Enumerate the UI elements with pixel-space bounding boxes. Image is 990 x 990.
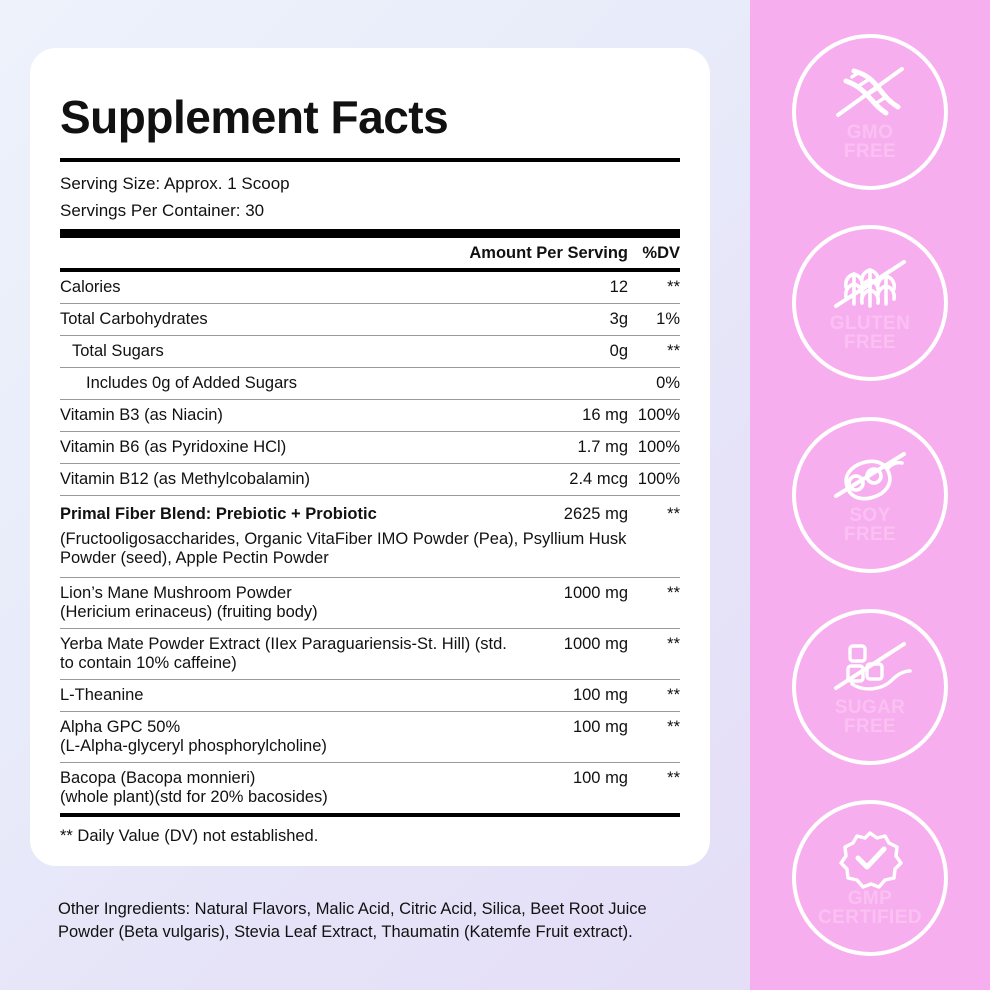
blend-amount: 2625 mg xyxy=(563,505,628,523)
ingredient-dv: ** xyxy=(628,578,680,629)
nutrition-table xyxy=(60,238,680,268)
ingredient-dv: ** xyxy=(628,712,680,763)
nutrient-dv: 100% xyxy=(628,432,680,464)
table-row xyxy=(60,304,680,336)
blend-detail: (Fructooligosaccharides, Organic VitaFiber IMO Powder (Pea), Psyllium Husk Powder (seed), Apple Pectin Powder xyxy=(60,530,680,578)
nutrient-dv: ** xyxy=(628,336,680,368)
blend-dv: ** xyxy=(667,505,680,523)
daily-value-note: ** Daily Value (DV) not established. xyxy=(60,827,319,845)
checkmark-seal-icon xyxy=(822,827,918,889)
dna-icon xyxy=(822,61,918,123)
serving-info xyxy=(60,162,680,229)
header-amount-per-serving: Amount Per Serving xyxy=(469,244,628,262)
serving-size: Serving Size: Approx. 1 Scoop xyxy=(60,174,290,193)
ingredient-amount: 1000 mg xyxy=(516,629,628,680)
ingredient-name xyxy=(60,712,516,763)
ingredient-amount: 100 mg xyxy=(516,680,628,712)
ingredient-name xyxy=(60,763,516,814)
nutrient-dv: 1% xyxy=(628,304,680,336)
table-header-row xyxy=(60,238,680,268)
badge-label xyxy=(844,123,896,161)
nutrient-amount xyxy=(516,368,628,400)
page-title: Supplement Facts xyxy=(60,91,449,143)
nutrient-amount: 1.7 mg xyxy=(516,432,628,464)
badge-label xyxy=(818,889,922,927)
badge-label-line2: FREE xyxy=(843,715,897,737)
badge-label-line1: SOY xyxy=(849,504,891,526)
table-row xyxy=(60,368,680,400)
sugar-cubes-spoon-icon xyxy=(822,636,918,698)
nutrient-amount: 12 xyxy=(516,272,628,304)
ingredient-amount: 100 mg xyxy=(572,769,628,787)
table-row xyxy=(60,680,680,712)
table-row xyxy=(60,763,680,814)
badge-gmp-certified xyxy=(792,800,948,956)
servings-per-container: Servings Per Container: 30 xyxy=(60,201,265,220)
badge-gmo-free xyxy=(792,34,948,190)
badge-sugar-free xyxy=(792,609,948,765)
nutrient-name: Vitamin B6 (as Pyridoxine HCl) xyxy=(60,432,516,464)
table-row xyxy=(60,432,680,464)
ingredient-title: Bacopa (Bacopa monnieri) xyxy=(60,769,256,787)
ingredient-amount: 100 mg xyxy=(516,712,628,763)
other-ingredients-text: Other Ingredients: Natural Flavors, Malic Acid, Citric Acid, Silica, Beet Root Juice Powder (Beta vulgaris), Stevia Leaf Extract, Thaumatin (Katemfe Fruit extract). xyxy=(58,900,647,941)
ingredient-dv: ** xyxy=(628,680,680,712)
nutrient-name: Total Carbohydrates xyxy=(60,304,516,336)
badge-soy-free xyxy=(792,417,948,573)
certification-badge-rail xyxy=(750,0,990,990)
nutrient-name: Total Sugars xyxy=(60,336,516,368)
badge-label-line1: GMO xyxy=(846,121,894,143)
ingredient-detail: (whole plant)(std for 20% bacosides) xyxy=(60,788,328,806)
nutrient-dv: 100% xyxy=(628,400,680,432)
table-row xyxy=(60,629,680,680)
nutrient-amount: 16 mg xyxy=(516,400,628,432)
table-row-blend-detail xyxy=(60,530,680,578)
blend-name: Primal Fiber Blend: Prebiotic + Probiotic xyxy=(60,505,377,523)
ingredient-amount: 1000 mg xyxy=(516,578,628,629)
ingredient-detail: (L-Alpha-glyceryl phosphorylcholine) xyxy=(60,737,327,755)
table-row xyxy=(60,464,680,496)
badge-label-line2: FREE xyxy=(843,523,897,545)
soy-bean-icon xyxy=(822,444,918,506)
header-blank xyxy=(60,238,469,268)
badge-label xyxy=(830,314,911,352)
nutrient-dv: ** xyxy=(628,272,680,304)
wheat-icon xyxy=(822,252,918,314)
badge-label-line2: FREE xyxy=(843,332,897,354)
badge-label-line2: CERTIFIED xyxy=(818,907,922,929)
badge-label xyxy=(835,698,906,736)
badge-label-line1: GLUTEN xyxy=(829,313,911,335)
nutrient-name: Includes 0g of Added Sugars xyxy=(60,368,516,400)
badge-label-line2: FREE xyxy=(843,140,897,162)
badge-gluten-free xyxy=(792,225,948,381)
ingredient-detail: (Hericium erinaceus) (fruiting body) xyxy=(60,603,318,621)
header-dv: %DV xyxy=(642,244,680,262)
ingredient-name: Yerba Mate Powder Extract (IIex Paraguariensis-St. Hill) (std. to contain 10% caffeine) xyxy=(60,629,516,680)
badge-label-line1: SUGAR xyxy=(834,696,906,718)
divider-thick xyxy=(60,229,680,238)
nutrient-name: Vitamin B12 (as Methylcobalamin) xyxy=(60,464,516,496)
table-row xyxy=(60,272,680,304)
nutrient-amount: 2.4 mcg xyxy=(516,464,628,496)
supplement-facts-card xyxy=(30,48,710,866)
ingredient-name xyxy=(60,578,516,629)
ingredient-dv: ** xyxy=(667,769,680,787)
ingredient-title: Lion’s Mane Mushroom Powder xyxy=(60,584,292,602)
ingredient-name: L-Theanine xyxy=(60,680,516,712)
ingredient-dv: ** xyxy=(628,629,680,680)
table-row xyxy=(60,336,680,368)
table-row xyxy=(60,400,680,432)
nutrient-name: Vitamin B3 (as Niacin) xyxy=(60,400,516,432)
table-row xyxy=(60,578,680,629)
nutrient-rows xyxy=(60,272,680,813)
table-row xyxy=(60,712,680,763)
nutrient-dv: 100% xyxy=(628,464,680,496)
table-row-blend xyxy=(60,496,680,531)
badge-label xyxy=(844,506,896,544)
nutrient-amount: 0g xyxy=(516,336,628,368)
badge-label-line1: GMP xyxy=(847,888,893,910)
ingredient-title: Alpha GPC 50% xyxy=(60,718,181,736)
nutrient-amount: 3g xyxy=(516,304,628,336)
nutrient-dv: 0% xyxy=(628,368,680,400)
nutrient-name: Calories xyxy=(60,272,516,304)
